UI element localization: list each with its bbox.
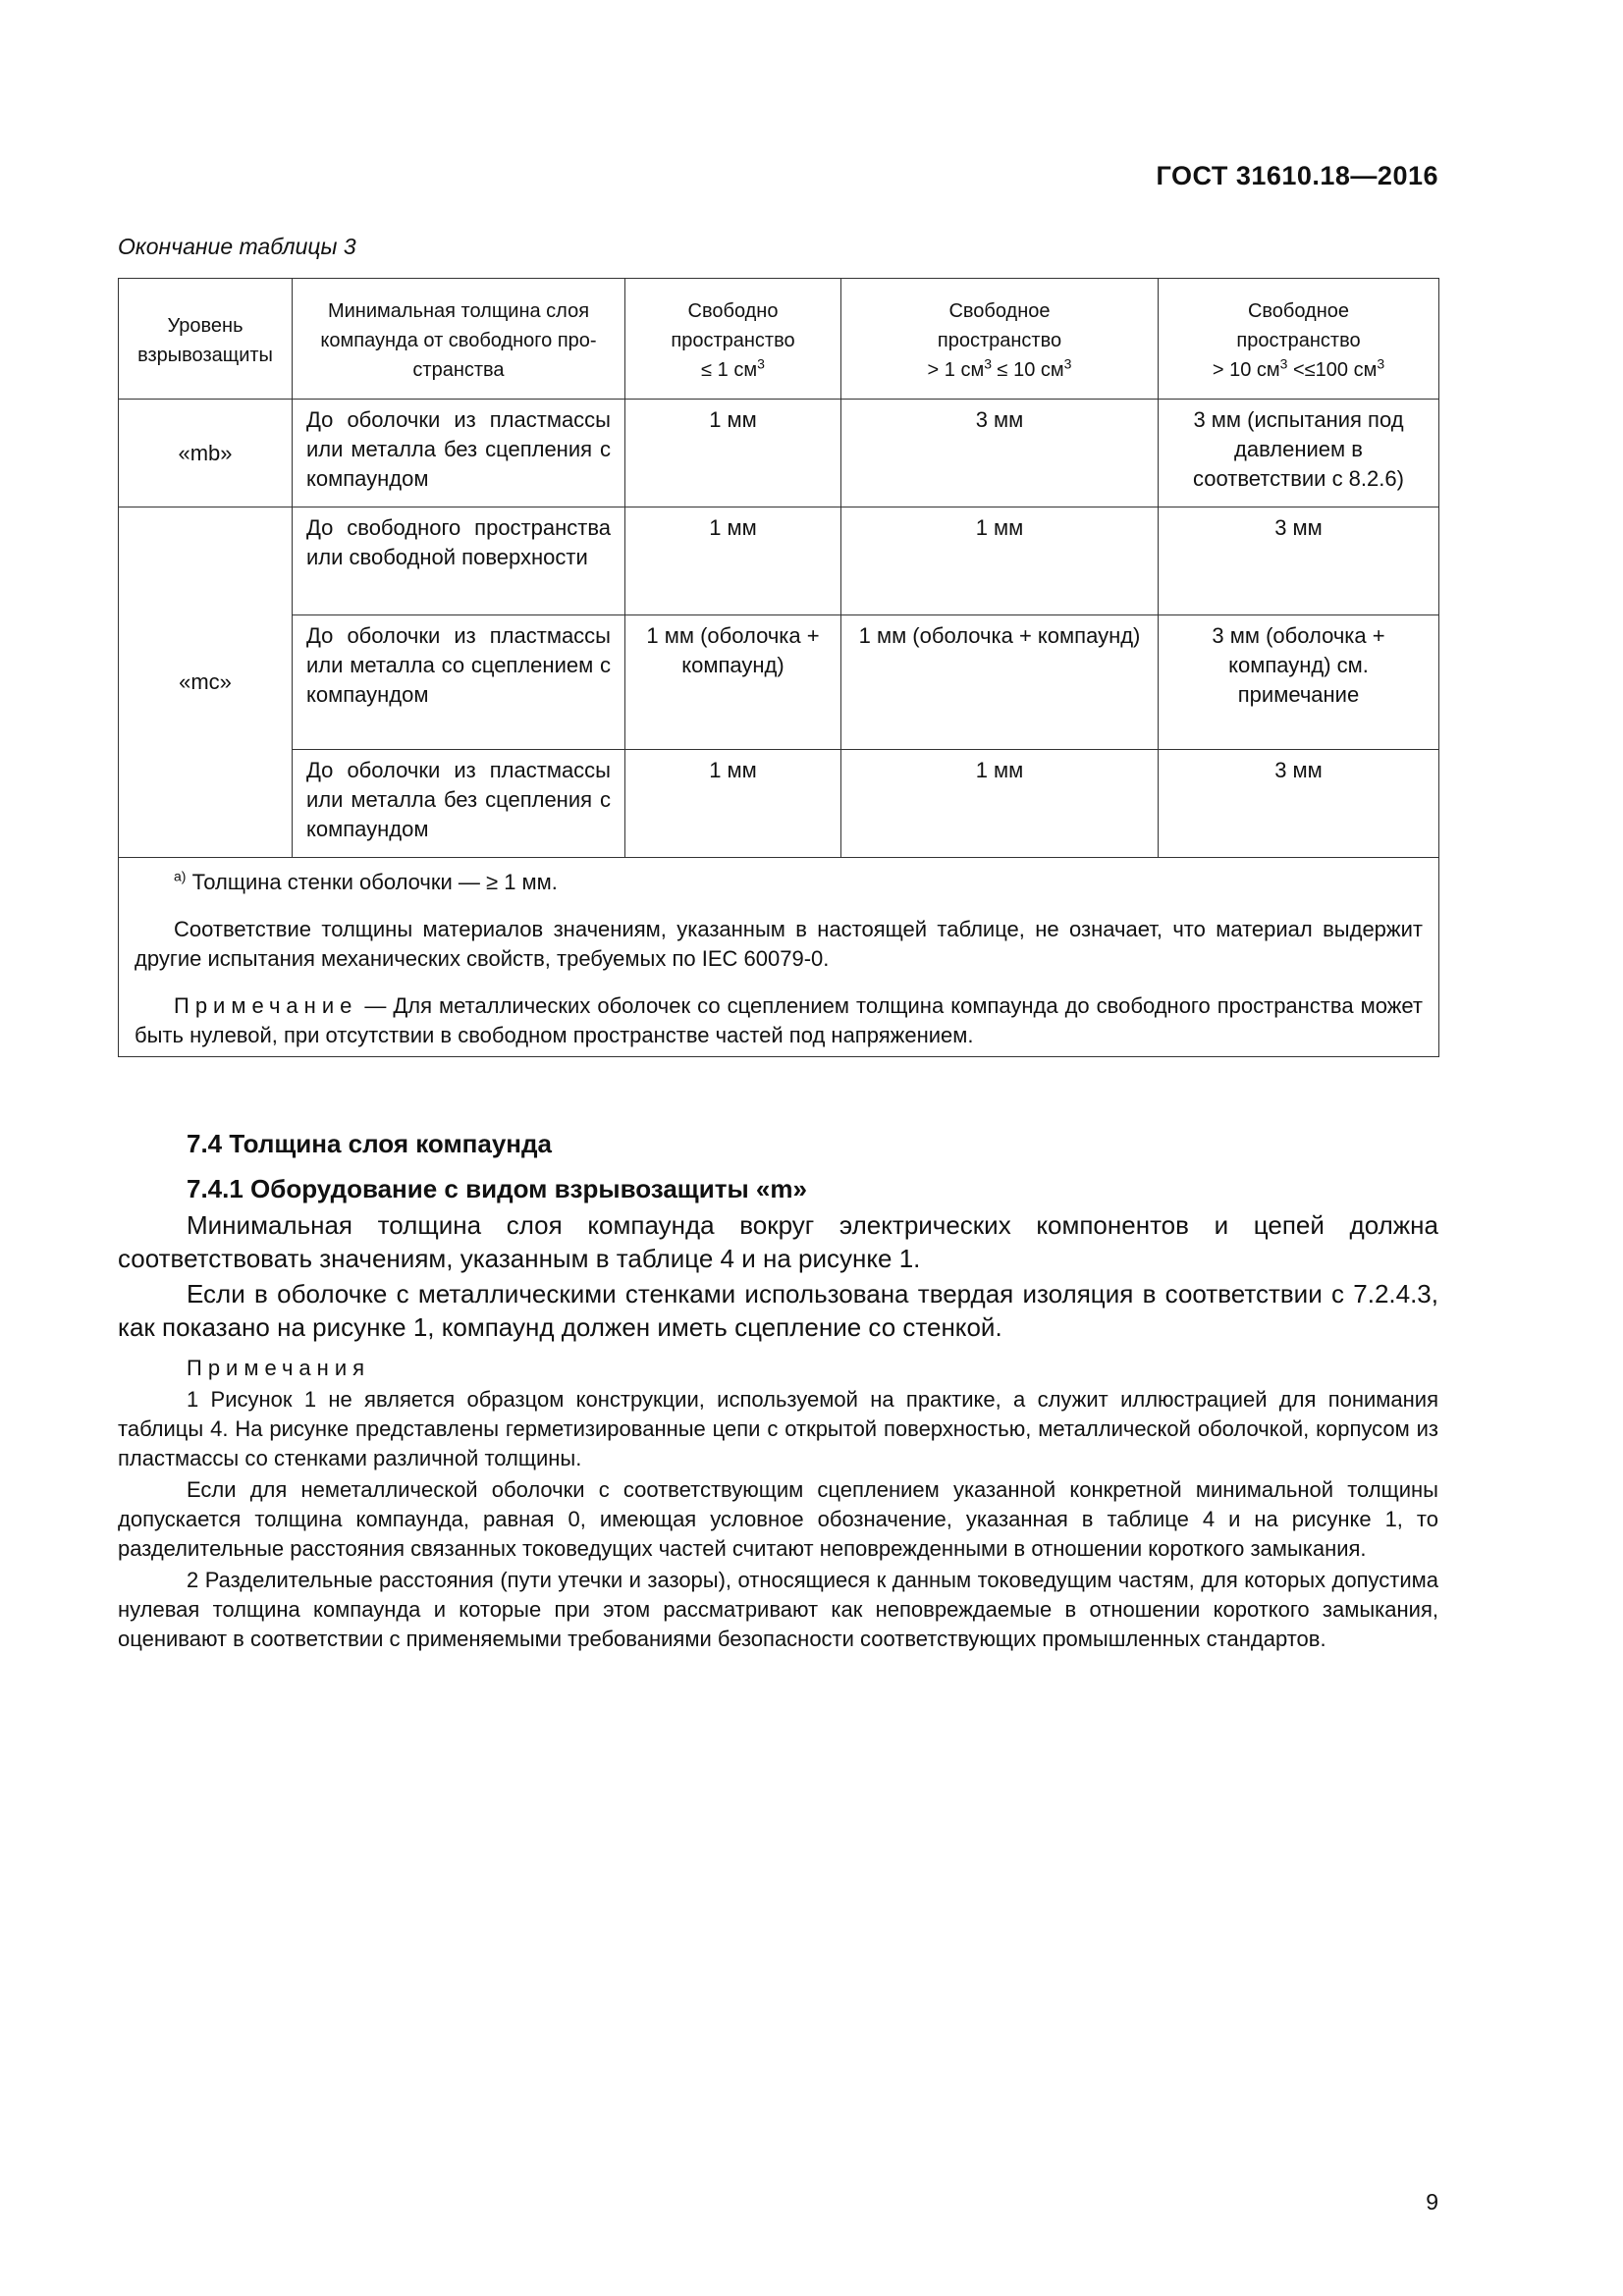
table-notes-row — [119, 858, 1439, 1057]
value-cell: 3 мм (испытания под давлением в соответствии с 8.2.6) — [1159, 400, 1439, 507]
description-cell: До оболочки из пластмассы или металла без сцепления с компаундом — [293, 400, 625, 507]
value-cell: 3 мм — [1159, 507, 1439, 615]
value-cell: 1 мм — [625, 750, 841, 858]
value-cell: 1 мм (оболочка + компаунд) — [625, 615, 841, 750]
heading-7-4-1: 7.4.1 Оборудование с видом взрывозащиты «m» — [187, 1174, 807, 1203]
header-level: Уровень взрывозащиты — [119, 279, 293, 400]
section-7-4 — [118, 1126, 1438, 1654]
value-cell: 3 мм (оболочка + компаунд) см. примечание — [1159, 615, 1439, 750]
table-caption: Окончание таблицы 3 — [118, 234, 356, 259]
table-footnote: $^{а)}$ Толщина стенки оболочки — ≥ 1 мм. — [174, 868, 558, 894]
table-row — [119, 400, 1439, 507]
value-cell: 1 мм — [841, 507, 1159, 615]
description-cell: До свободного пространства или свободной поверхности — [293, 507, 625, 615]
level-cell-mc: «mc» — [119, 507, 293, 858]
notes-label: Примечания — [187, 1356, 371, 1380]
standard-code: ГОСТ 31610.18—2016 — [1156, 161, 1438, 190]
table-row — [119, 507, 1439, 615]
table-3 — [118, 278, 1439, 1057]
note-1: 1 Рисунок 1 не является образцом конструкции, используемой на практике, а служит иллюстрацией для понимания таблицы 4. На рисунке представлены герметизированные цепи с открытой поверхностью, металлической оболочкой, корпусом из пластмассы со стенками различной толщины. — [118, 1387, 1438, 1470]
table-row — [119, 615, 1439, 750]
header-thickness: Минимальная толщина слоя компаунда от свободного про- странства — [293, 279, 625, 400]
note-1-continued: Если для неметаллической оболочки с соответствующим сцеплением указанной конкретной минимальной толщины допускается толщина компаунда, равная 0, имеющая условное обозначение, указанная в таблице 4 и на рисунке 1, то разделительные расстояния связанных токоведущих частей считают неповрежденными в отношении короткого замыкания. — [118, 1477, 1438, 1561]
value-cell: 3 мм — [841, 400, 1159, 507]
paragraph: Минимальная толщина слоя компаунда вокруг электрических компонентов и цепей должна соответствовать значениям, указанным в таблице 4 и на рисунке 1. — [118, 1210, 1438, 1273]
heading-7-4: 7.4 Толщина слоя компаунда — [187, 1129, 552, 1158]
value-cell: 1 мм — [625, 507, 841, 615]
value-cell: 1 мм — [625, 400, 841, 507]
table-notes — [119, 858, 1439, 1057]
header-free-space-1: Свободно пространство ≤ 1 $см^3$ — [625, 279, 841, 400]
value-cell: 3 мм — [1159, 750, 1439, 858]
note-2: 2 Разделительные расстояния (пути утечки и зазоры), относящиеся к данным токоведущим частям, для которых допустима нулевая толщина компаунда и которые при этом рассматривают как неповреждаемые в отношении короткого замыкания, оценивают в соответствии с применяемыми требованиями безопасности соответствующих промышленных стандартов. — [118, 1568, 1438, 1651]
header-free-space-3: Свободное пространство > 10 $см^3 <\le 100$ $см^3$ — [1159, 279, 1439, 400]
description-cell: До оболочки из пластмассы или металла со сцеплением с компаундом — [293, 615, 625, 750]
page-number: 9 — [1426, 2189, 1438, 2215]
table-note: Примечание — Для металлических оболочек со сцеплением толщина компаунда до свободного пространства может быть нулевой, при отсутствии в свободном пространстве частей под напряжением. — [135, 993, 1423, 1047]
table-row — [119, 750, 1439, 858]
header-free-space-2: Свободное пространство > 1 $см^3 \le 10$ $см^3$ — [841, 279, 1159, 400]
paragraph: Если в оболочке с металлическими стенками использована твердая изоляция в соответствии с 7.2.4.3, как показано на рисунке 1, компаунд должен иметь сцепление со стенкой. — [118, 1279, 1438, 1342]
table-notes-text: Соответствие толщины материалов значениям, указанным в настоящей таблице, не означает, что материал выдержит другие испытания механических свойств, требуемых по IEC 60079-0. — [135, 917, 1423, 971]
description-cell: До оболочки из пластмассы или металла без сцепления с компаундом — [293, 750, 625, 858]
value-cell: 1 мм (оболочка + компаунд) — [841, 615, 1159, 750]
value-cell: 1 мм — [841, 750, 1159, 858]
level-cell-mb: «mb» — [119, 400, 293, 507]
table-header-row — [119, 279, 1439, 400]
